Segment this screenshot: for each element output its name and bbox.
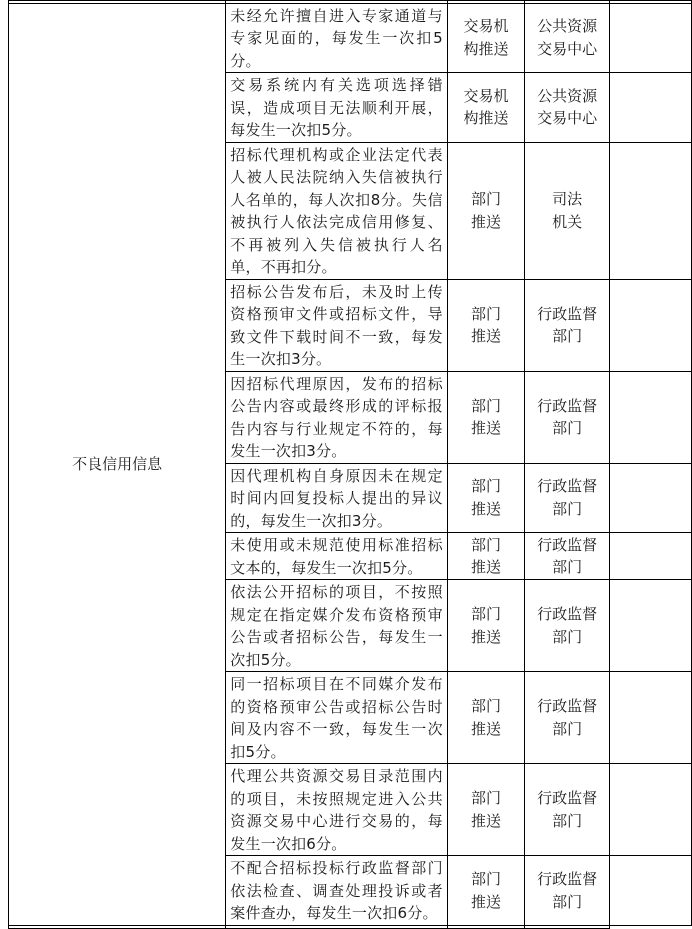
- authority-line-1: 行政监督: [537, 304, 598, 323]
- authority-line-2: 机关: [552, 212, 583, 231]
- source-line-2: 推送: [471, 327, 502, 345]
- next-org-cell: [447, 926, 524, 929]
- remarks-cell: [609, 672, 691, 764]
- authority-cell: [525, 142, 610, 279]
- source-cell: [447, 463, 524, 533]
- source-line-1: 部门: [471, 304, 502, 323]
- source-line-1: 部门: [471, 477, 502, 496]
- authority-line-2: 部门: [552, 327, 583, 345]
- authority-cell: [525, 856, 610, 926]
- remarks-cell: [609, 142, 691, 279]
- source-cell: [447, 764, 524, 856]
- source-line-1: 部门: [471, 789, 502, 807]
- description-text: 同一招标项目在不同媒介发布的资格预审公告或招标公告时间及内容不一致，每发生一次扣5分。: [230, 675, 443, 761]
- source-cell: [447, 672, 524, 764]
- description-text: 未经允许擅自进入专家通道与专家见面的，每发生一次扣5分。: [230, 6, 443, 70]
- source-line-1: 部门: [471, 190, 502, 208]
- source-line-1: 部门: [471, 535, 502, 554]
- authority-cell: [525, 371, 610, 463]
- description-text: 依法公开招标的项目，不按照规定在指定媒介发布资格预审公告或者招标公告，每发生一次扣5分。: [230, 583, 443, 669]
- table-row: [9, 3, 692, 73]
- source-line-1: 部门: [471, 605, 502, 623]
- source-line-2: 构推送: [463, 39, 509, 58]
- authority-line-1: 公共资源: [537, 17, 598, 36]
- remarks-cell: [609, 463, 691, 533]
- remarks-cell: [609, 279, 691, 371]
- source-cell: [447, 533, 524, 580]
- description-cell: [226, 73, 448, 143]
- remarks-cell: [609, 3, 691, 73]
- description-text: 招标代理机构或企业法定代表人被人民法院纳入失信被执行人名单的，每人次扣8分。失信被执行人依法完成信用修复、不再被列入失信被执行人名单，不再扣分。: [230, 145, 443, 276]
- description-text: 未使用或未规范使用标准招标文本的，每发生一次扣5分。: [230, 536, 443, 577]
- remarks-cell: [609, 764, 691, 856]
- description-cell: [226, 580, 448, 672]
- authority-cell: [525, 533, 610, 580]
- next-desc-cell: [9, 926, 226, 929]
- source-line-2: 推送: [471, 627, 502, 646]
- description-text: 因代理机构自身原因未在规定时间内回复投标人提出的异议的，每发生一次扣3分。: [230, 466, 443, 530]
- authority-line-1: 行政监督: [537, 605, 598, 623]
- description-cell: [226, 764, 448, 856]
- authority-line-1: 行政监督: [537, 789, 598, 807]
- authority-line-1: 行政监督: [537, 477, 598, 496]
- source-line-2: 构推送: [463, 109, 509, 128]
- credit-scoring-table: [8, 0, 692, 929]
- source-line-1: 部门: [471, 396, 502, 415]
- remarks-cell: [609, 580, 691, 672]
- description-text: 因招标代理原因，发布的招标公告内容或最终形成的评标报告内容与行业规定不符的，每发生一次扣3分。: [230, 374, 443, 460]
- remarks-cell: [609, 371, 691, 463]
- authority-line-2: 部门: [552, 419, 583, 437]
- source-line-1: 交易机: [463, 17, 509, 36]
- authority-line-1: 行政监督: [537, 870, 598, 888]
- source-line-2: 推送: [471, 212, 502, 231]
- authority-cell: [525, 279, 610, 371]
- authority-line-2: 部门: [552, 892, 583, 911]
- source-line-1: 部门: [471, 697, 502, 715]
- description-text: 不配合招标投标行政监督部门依法检查、调查处理投诉或者案件查办，每发生一次扣6分。: [230, 859, 443, 922]
- next-extra-cell: [525, 926, 610, 929]
- description-cell: [226, 279, 448, 371]
- description-cell: [226, 856, 448, 926]
- description-text: 交易系统内有关选项选择错误，造成项目无法顺利开展，每发生一次扣5分。: [230, 76, 443, 139]
- source-line-2: 推送: [471, 719, 502, 738]
- category-cell: [9, 3, 226, 926]
- authority-cell: [525, 672, 610, 764]
- source-cell: [447, 279, 524, 371]
- description-cell: [226, 672, 448, 764]
- authority-cell: [525, 463, 610, 533]
- remarks-cell: [609, 856, 691, 926]
- next-src-cell: [226, 926, 448, 929]
- description-cell: [226, 533, 448, 580]
- description-text: 招标公告发布后，未及时上传资格预审文件或招标文件，导致文件下载时间不一致，每发生一次扣3分。: [230, 282, 443, 368]
- authority-line-2: 部门: [552, 811, 583, 830]
- source-line-2: 推送: [471, 419, 502, 437]
- authority-line-2: 部门: [552, 627, 583, 646]
- authority-line-1: 公共资源: [537, 86, 598, 105]
- category-label: 不良信用信息: [72, 455, 163, 473]
- description-cell: [226, 371, 448, 463]
- description-text: 代理公共资源交易目录范围内的项目，未按照规定进入公共资源交易中心进行交易的，每发生一次扣6分。: [230, 767, 443, 853]
- source-cell: [447, 73, 524, 143]
- remarks-cell: [609, 73, 691, 143]
- description-cell: [226, 3, 448, 73]
- source-cell: [447, 371, 524, 463]
- source-line-1: 交易机: [463, 86, 509, 105]
- authority-line-2: 部门: [552, 558, 583, 576]
- authority-cell: [525, 73, 610, 143]
- source-cell: [447, 3, 524, 73]
- source-cell: [447, 580, 524, 672]
- authority-line-2: 部门: [552, 499, 583, 518]
- source-cell: [447, 856, 524, 926]
- authority-cell: [525, 580, 610, 672]
- authority-cell: [525, 764, 610, 856]
- authority-cell: [525, 3, 610, 73]
- authority-line-2: 交易中心: [537, 39, 598, 58]
- source-line-2: 推送: [471, 811, 502, 830]
- source-cell: [447, 142, 524, 279]
- authority-line-1: 行政监督: [537, 697, 598, 715]
- source-line-2: 推送: [471, 499, 502, 518]
- description-cell: [226, 142, 448, 279]
- authority-line-1: 行政监督: [537, 535, 598, 554]
- next-row-remnant: [9, 926, 692, 929]
- source-line-1: 部门: [471, 870, 502, 888]
- authority-line-1: 行政监督: [537, 396, 598, 415]
- remarks-cell: [609, 533, 691, 580]
- authority-line-2: 交易中心: [537, 109, 598, 128]
- description-cell: [226, 463, 448, 533]
- source-line-2: 推送: [471, 892, 502, 911]
- authority-line-1: 司法: [552, 190, 583, 208]
- authority-line-2: 部门: [552, 719, 583, 738]
- source-line-2: 推送: [471, 558, 502, 576]
